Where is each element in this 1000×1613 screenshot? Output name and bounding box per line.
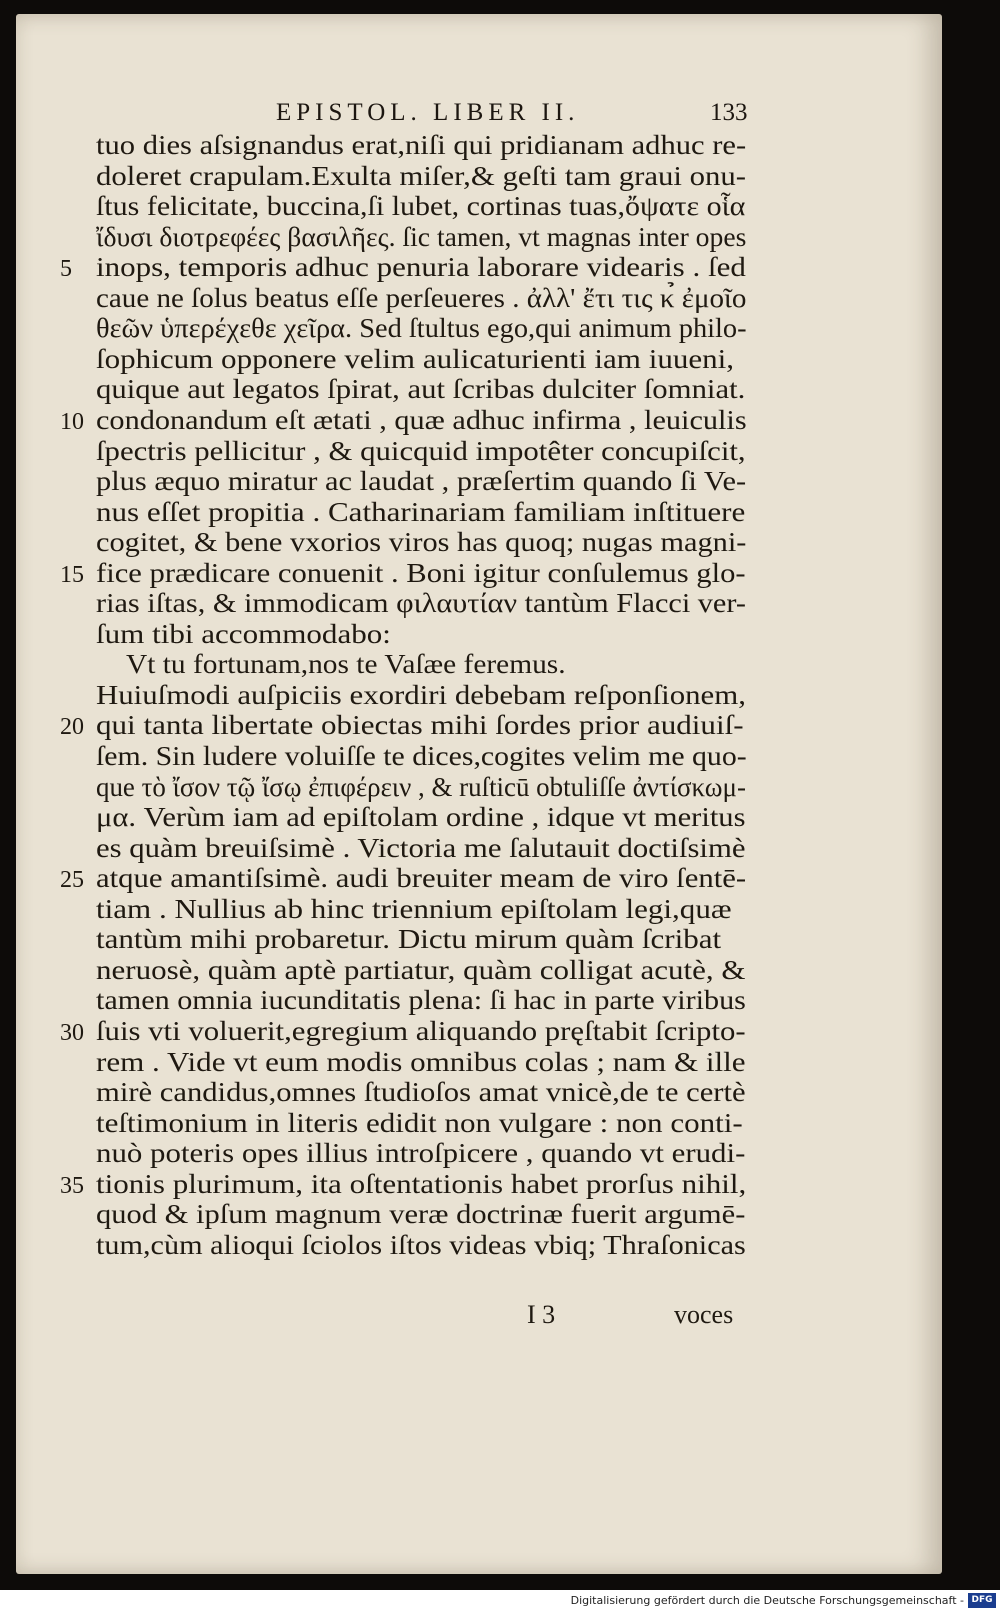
line-number: 15 <box>60 561 84 588</box>
text-line: ſtus felicitate, buccina,ſi lubet, cortinas tuas,ὄψατε οἷα <box>96 191 746 222</box>
text-line: ſophicum opponere velim aulicaturienti iam iuueni, <box>96 343 735 374</box>
text-line: tionis plurimum, ita oſtentationis habet prorſus nihil, <box>96 1168 747 1199</box>
page-number: 133 <box>710 99 748 126</box>
text-line: rias iſtas, & immodicam φιλαυτίαν tantùm Flacci ver- <box>96 588 746 619</box>
line-number: 35 <box>60 1172 84 1199</box>
text-line: fice prædicare conuenit . Boni igitur conſulemus glo- <box>96 557 746 588</box>
text-line: tiam . Nullius ab hinc triennium epiſtolam legi,quæ <box>96 893 732 924</box>
text-line: Vt tu fortunam,nos te Vaſæe feremus. <box>126 649 566 680</box>
text-line: mirè candidus,omnes ſtudioſos amat vnicè,de te certè <box>96 1077 746 1108</box>
line-number: 25 <box>60 867 84 894</box>
text-line: Huiuſmodi auſpiciis exordiri debebam reſponſionem, <box>96 679 746 710</box>
footer-bar <box>0 1590 1000 1613</box>
text-line: tantùm mihi probaretur. Dictu mirum quàm ſcribat <box>96 924 722 955</box>
line-number: 5 <box>60 256 72 283</box>
text-line: ſpectris pellicitur , & quicquid impotêter concupiſcit, <box>96 435 746 466</box>
text-line: que τὸ ἴσον τῷ ἴσῳ ἐπιφέρειν , & ruſticū obtuliſſe ἀντίσκωμ- <box>96 771 746 802</box>
text-line: atque amantiſsimè. audi breuiter meam de viro ſentē- <box>96 863 747 894</box>
dfg-logo-icon: DFG <box>968 1593 996 1608</box>
text-line: ἴδυσι διοτρεφέες βασιλῆες. ſic tamen, vt magnas inter opes <box>96 221 747 252</box>
text-line: ſum tibi accommodabo: <box>96 618 391 649</box>
footer-credit: Digitalisierung gefördert durch die Deutsche Forschungsgemeinschaft - <box>570 1594 964 1607</box>
text-line: quod & ipſum magnum veræ doctrinæ fuerit argumē- <box>96 1199 746 1230</box>
text-line: doleret crapulam.Exulta miſer,& geſti tam graui onu- <box>96 160 747 191</box>
book-page <box>16 14 942 1574</box>
text-line: cogitet, & bene vxorios viros has quoq; nugas magni- <box>96 527 747 558</box>
text-line: ſem. Sin ludere voluiſſe te dices,cogites velim me quo- <box>96 741 747 771</box>
text-line: ſuis vti voluerit,egregium aliquando pręſtabit ſcripto- <box>96 1015 746 1046</box>
text-line: μα. Verùm iam ad epiſtolam ordine , idque vt meritus <box>96 802 746 833</box>
text-line: teſtimonium in literis edidit non vulgare : non conti- <box>96 1107 743 1138</box>
text-line: caue ne ſolus beatus eſſe perſeueres . ἀλλ' ἔτι τις κ̉ ἐμοῖο <box>96 282 747 313</box>
catchword: voces <box>674 1300 734 1329</box>
text-line: condonandum eſt ætati , quæ adhuc infirma , leuiculis <box>96 404 747 435</box>
text-line: neruosè, quàm aptè partiatur, quàm colligat acutè, & <box>96 954 746 985</box>
text-line: inops, temporis adhuc penuria laborare videaris . ſed <box>96 252 746 283</box>
text-line: es quàm breuiſsimè . Victoria me ſalutauit doctiſsimè <box>96 832 746 863</box>
text-line: nuò poteris opes illius introſpicere , quando vt erudi- <box>96 1138 746 1169</box>
line-number: 10 <box>60 408 84 435</box>
running-head: EPISTOL. LIBER II. <box>276 99 580 126</box>
line-number: 30 <box>60 1019 84 1046</box>
line-number: 20 <box>60 714 84 741</box>
text-line: qui tanta libertate obiectas mihi ſordes prior audiuiſ- <box>96 710 744 741</box>
text-line: θεῶν ὑπερέχεθε χεῖρα. Sed ſtultus ego,qui animum philo- <box>96 313 747 344</box>
text-line: tuo dies aſsignandus erat,niſi qui pridianam adhuc re- <box>96 130 747 160</box>
text-line: tum,cùm alioqui ſciolos iſtos videas vbiq; Thraſonicas <box>96 1229 746 1260</box>
text-line: rem . Vide vt eum modis omnibus colas ; nam & ille <box>96 1046 746 1077</box>
text-line: quique aut legatos ſpirat, aut ſcribas dulciter ſomniat. <box>96 374 746 405</box>
text-line: nus eſſet propitia . Catharinariam familiam inſtituere <box>96 496 746 527</box>
text-line: plus æquo miratur ac laudat , præſertim quando ſi Ve- <box>96 466 747 497</box>
signature-mark: I 3 <box>527 1300 556 1329</box>
text-line: tamen omnia iucunditatis plena: ſi hac in parte viribus <box>96 985 746 1016</box>
